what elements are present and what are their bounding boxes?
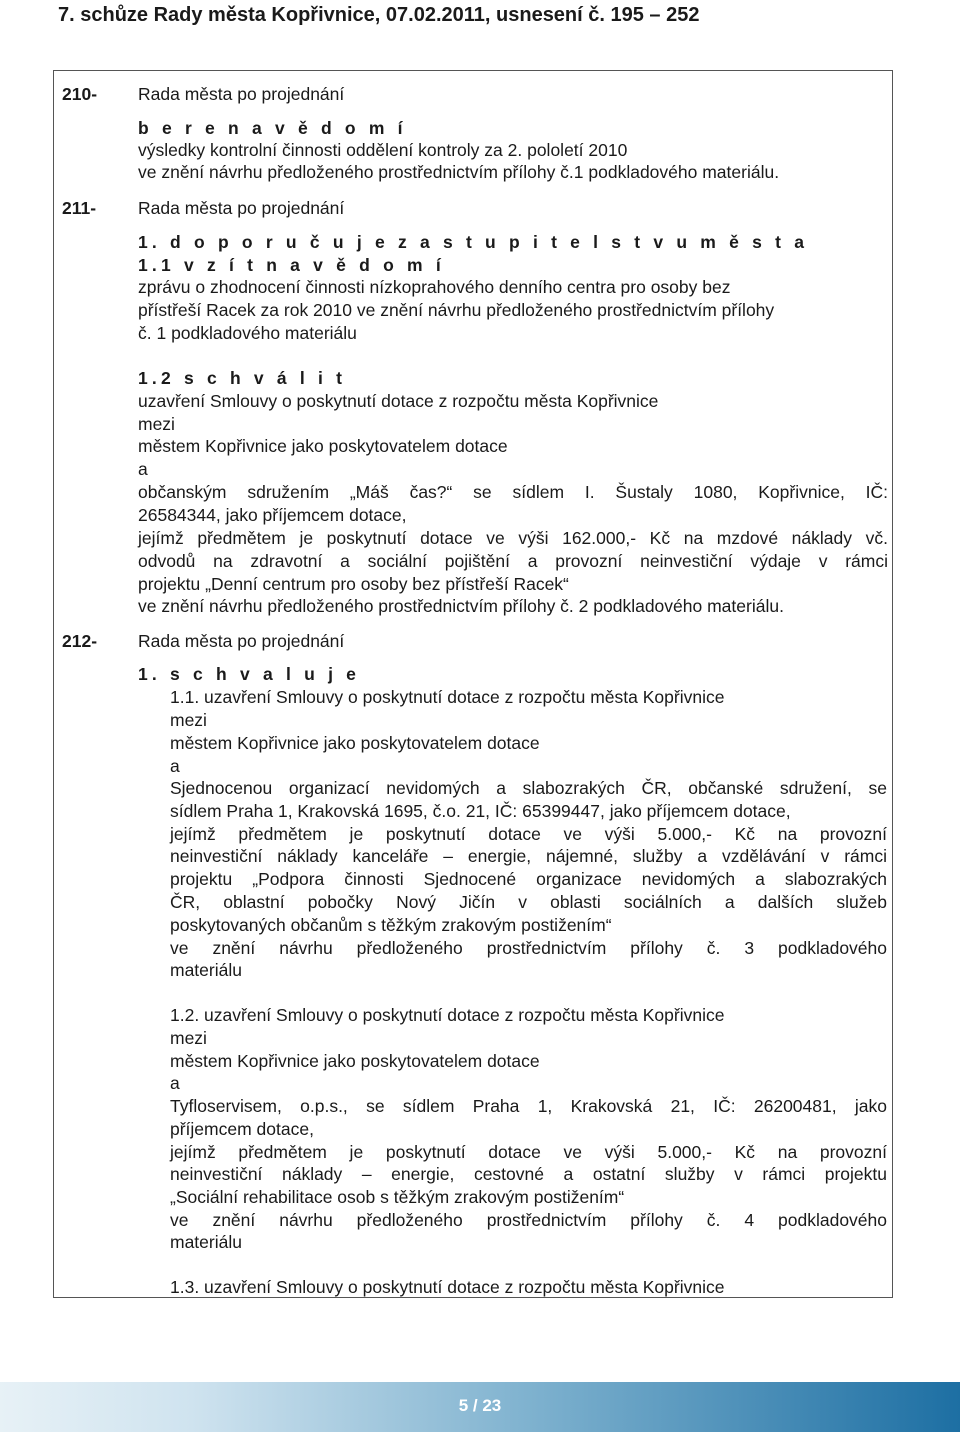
resolution-text-line: 26584344, jako příjemcem dotace, [138, 505, 407, 525]
resolution-text-line: sídlem Praha 1, Krakovská 1695, č.o. 21, IČ: 65399447, jako příjemcem dotace, [170, 801, 791, 821]
resolution-text-line: neinvestiční náklady – energie, cestovné a ostatní služby v rámci projektu [170, 1164, 887, 1184]
resolution-text-line: 1.3. uzavření Smlouvy o poskytnutí dotace z rozpočtu města Kopřivnice [170, 1277, 725, 1297]
resolution-text-line: projektu „Denní centrum pro osoby bez přístřeší Racek“ [138, 574, 569, 594]
resolution-text-line: neinvestiční náklady kanceláře – energie, nájemné, služby a vzdělávání v rámci [170, 846, 887, 866]
resolution-text-line: projektu „Podpora činnosti Sjednocené organizace nevidomých a slabozrakých [170, 869, 887, 889]
resolution-text-line: jejímž předmětem je poskytnutí dotace ve výši 162.000,- Kč na mzdové náklady vč. [138, 528, 888, 548]
resolution-text-line: 1.1. uzavření Smlouvy o poskytnutí dotace z rozpočtu města Kopřivnice [170, 687, 725, 707]
resolution-subverb: 1.1 v z í t n a v ě d o m í [138, 255, 445, 275]
resolution-text-line: a [170, 1073, 180, 1093]
resolution-text-line: materiálu [170, 960, 242, 980]
resolution-text-line: Tyfloservisem, o.p.s., se sídlem Praha 1, Krakovská 21, IČ: 26200481, jako [170, 1096, 887, 1116]
resolution-text-line: občanským sdružením „Máš čas?“ se sídlem I. Šustaly 1080, Kopřivnice, IČ: [138, 482, 888, 502]
resolution-lead: Rada města po projednání [138, 84, 345, 104]
resolution-verb: 1. d o p o r u č u j e z a s t u p i t e l s t v u m ě s t a [138, 232, 809, 252]
resolution-text-line: ve znění návrhu předloženého prostřednictvím přílohy č. 3 podkladového [170, 938, 887, 958]
document-title: 7. schůze Rady města Kopřivnice, 07.02.2011, usnesení č. 195 – 252 [58, 4, 700, 26]
resolution-text-line: ČR, oblastní pobočky Nový Jičín v oblasti sociálních a dalších služeb [170, 892, 887, 912]
resolution-text-line: poskytovaných občanům s těžkým zrakovým postižením“ [170, 915, 612, 935]
resolution-verb: 1. s c h v a l u j e [138, 664, 361, 684]
resolution-text-line: příjemcem dotace, [170, 1119, 314, 1139]
resolution-text-line: městem Kopřivnice jako poskytovatelem dotace [138, 436, 508, 456]
resolution-number: 210- [62, 84, 98, 104]
resolution-text-line: ve znění návrhu předloženého prostřednictvím přílohy č. 2 podkladového materiálu. [138, 596, 784, 616]
resolution-text-line: mezi [138, 414, 175, 434]
resolution-text-line: ve znění návrhu předloženého prostřednictvím přílohy č.1 podkladového materiálu. [138, 162, 780, 182]
resolution-text-line: ve znění návrhu předloženého prostřednictvím přílohy č. 4 podkladového [170, 1210, 887, 1230]
resolution-text-line: městem Kopřivnice jako poskytovatelem dotace [170, 733, 540, 753]
resolution-text-line: materiálu [170, 1232, 242, 1252]
resolution-subverb: 1.2 s c h v á l i t [138, 368, 347, 388]
resolution-verb: b e r e n a v ě d o m í [138, 118, 407, 138]
resolution-text-line: 1.2. uzavření Smlouvy o poskytnutí dotace z rozpočtu města Kopřivnice [170, 1005, 725, 1025]
resolution-text-line: výsledky kontrolní činnosti oddělení kontroly za 2. pololetí 2010 [138, 140, 628, 160]
resolution-text-line: přístřeší Racek za rok 2010 ve znění návrhu předloženého prostřednictvím přílohy [138, 300, 775, 320]
resolution-text-line: jejímž předmětem je poskytnutí dotace ve výši 5.000,- Kč na provozní [170, 824, 887, 844]
resolution-text-line: odvodů na zdravotní a sociální pojištění a provozní neinvestiční výdaje v rámci [138, 551, 888, 571]
resolution-text-line: zprávu o zhodnocení činnosti nízkoprahového denního centra pro osoby bez [138, 277, 731, 297]
resolution-number: 211- [62, 198, 97, 218]
resolution-lead: Rada města po projednání [138, 198, 345, 218]
resolution-number: 212- [62, 631, 98, 651]
resolution-text-line: mezi [170, 710, 207, 730]
resolution-text-line: Sjednocenou organizací nevidomých a slabozrakých ČR, občanské sdružení, se [170, 778, 887, 798]
resolution-text-line: a [170, 756, 180, 776]
page-number: 5 / 23 [458, 1396, 502, 1415]
resolution-text-line: a [138, 459, 148, 479]
resolution-text-line: jejímž předmětem je poskytnutí dotace ve výši 5.000,- Kč na provozní [170, 1142, 887, 1162]
resolutions-table [53, 70, 893, 1298]
resolution-text-line: č. 1 podkladového materiálu [138, 323, 357, 343]
resolution-text-line: mezi [170, 1028, 207, 1048]
page-footer-band [0, 1382, 960, 1432]
resolution-lead: Rada města po projednání [138, 631, 345, 651]
resolution-text-line: uzavření Smlouvy o poskytnutí dotace z rozpočtu města Kopřivnice [138, 391, 659, 411]
resolution-text-line: „Sociální rehabilitace osob s těžkým zrakovým postižením“ [170, 1187, 625, 1207]
resolution-text-line: městem Kopřivnice jako poskytovatelem dotace [170, 1051, 540, 1071]
